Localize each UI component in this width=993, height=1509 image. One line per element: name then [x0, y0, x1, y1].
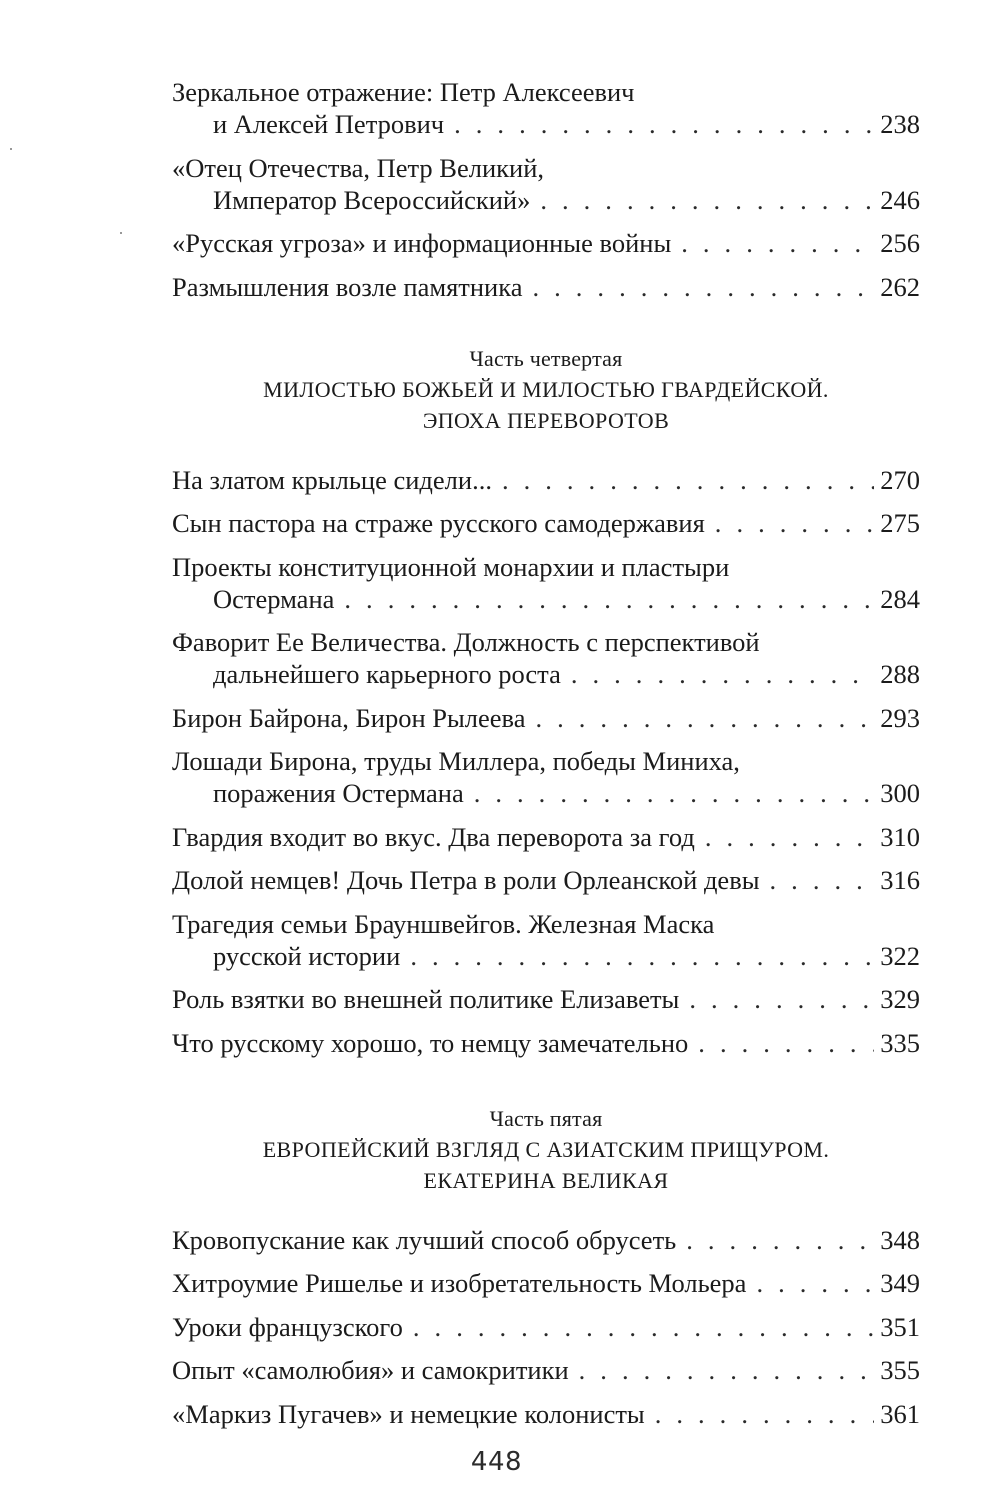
toc-page-number: 284 [880, 583, 920, 614]
toc-entry-title-line: На златом крыльце сидели... [172, 464, 492, 495]
toc-entry [172, 1311, 920, 1343]
scan-speck [120, 232, 122, 234]
toc-page-number: 310 [880, 821, 920, 852]
dot-leader [681, 227, 874, 259]
dot-leader [579, 1354, 875, 1386]
dot-leader [756, 1267, 874, 1299]
toc-entry-title-line: Остермана [213, 583, 335, 614]
part-heading [172, 1103, 920, 1196]
toc-page-number: 335 [880, 1027, 920, 1058]
toc-entry-title-line: Хитроумие Ришелье и изобретательность Мольера [172, 1268, 747, 1298]
toc-entry-title-line: «Отец Отечества, Петр Великий, [172, 152, 545, 183]
toc-entry-title-line: и Алексей Петрович [213, 109, 445, 139]
toc-entry-title-line: Размышления возле памятника [172, 271, 523, 302]
toc-entry [172, 702, 920, 734]
dot-leader [410, 940, 874, 972]
toc-entry-title-line: Кровопускание как лучший способ обрусеть [172, 1224, 677, 1255]
part-title: ЕВРОПЕЙСКИЙ ВЗГЛЯД С АЗИАТСКИМ ПРИЩУРОМ. [262, 1136, 830, 1162]
toc-entry-title-line: русской истории [213, 940, 401, 971]
toc-entry-title-line: Фаворит Ее Величества. Должность с перспективой [172, 627, 760, 657]
toc-entry [172, 1354, 920, 1386]
toc-entry-title-line: поражения Остермана [213, 778, 464, 808]
toc-entry [172, 1027, 920, 1059]
toc-entry-title-line: Зеркальное отражение: Петр Алексеевич [172, 77, 635, 107]
toc-entry-title-line: Гвардия входит во вкус. Два переворота за год [172, 821, 695, 852]
toc-entry-title-line: Что русскому хорошо, то немцу замечательно [172, 1027, 689, 1058]
toc-page-number: 275 [880, 508, 920, 538]
toc-entry [172, 507, 920, 539]
toc-entry-title-line: «Русская угроза» и информационные войны [172, 228, 672, 258]
toc-entry-title-line: Долой немцев! Дочь Петра в роли Орлеанской девы [172, 865, 760, 895]
toc-entry-title-line: Бирон Байрона, Бирон Рылеева [172, 702, 526, 733]
dot-leader [540, 184, 874, 216]
scan-speck [10, 148, 12, 150]
toc-entry [172, 1398, 920, 1430]
toc-page-number: 238 [880, 109, 920, 139]
dot-leader [698, 1027, 874, 1059]
part-caption: Часть четвертая [469, 345, 623, 371]
dot-leader [474, 777, 875, 809]
toc-entry [172, 1224, 920, 1256]
toc-page-number: 351 [880, 1311, 920, 1342]
toc-page-number: 256 [880, 228, 920, 258]
toc-page-number: 322 [880, 940, 920, 971]
toc-page-number: 300 [880, 778, 920, 808]
toc-page-number: 293 [880, 702, 920, 733]
toc-list-part5 [172, 1224, 920, 1430]
toc-page-number: 348 [880, 1224, 920, 1255]
toc-entry-title-line: Трагедия семьи Брауншвейгов. Железная Маска [172, 908, 715, 939]
toc-page-number: 349 [880, 1268, 920, 1298]
toc-entry-title-line: Император Всероссийский» [213, 184, 531, 215]
toc-page-number: 288 [880, 659, 920, 689]
dot-leader [413, 1311, 874, 1343]
table-of-contents [172, 76, 920, 1441]
toc-entry [172, 745, 920, 809]
dot-leader [715, 507, 874, 539]
toc-entry-title-line: Сын пастора на страже русского самодержавия [172, 508, 705, 538]
toc-list-part4 [172, 464, 920, 1059]
toc-page-number: 361 [880, 1398, 920, 1429]
toc-entry [172, 864, 920, 896]
toc-entry [172, 626, 920, 690]
dot-leader [344, 583, 874, 615]
toc-entry [172, 271, 920, 303]
toc-list-top [172, 76, 920, 303]
toc-page-number: 262 [880, 271, 920, 302]
toc-entry-title-line: Роль взятки во внешней политике Елизаветы [172, 984, 680, 1014]
dot-leader [655, 1398, 875, 1430]
toc-page-number: 246 [880, 184, 920, 215]
part-subtitle: ЕКАТЕРИНА ВЕЛИКАЯ [423, 1167, 669, 1193]
toc-entry [172, 76, 920, 140]
toc-entry [172, 1267, 920, 1299]
dot-leader [686, 1224, 874, 1256]
dot-leader [770, 864, 875, 896]
dot-leader [535, 702, 874, 734]
toc-entry [172, 152, 920, 216]
toc-entry [172, 821, 920, 853]
part-title: МИЛОСТЬЮ БОЖЬЕЙ И МИЛОСТЬЮ ГВАРДЕЙСКОЙ. [263, 376, 829, 402]
toc-page-number: 270 [880, 464, 920, 495]
toc-entry-title-line: «Маркиз Пугачев» и немецкие колонисты [172, 1398, 645, 1429]
toc-entry-title-line: дальнейшего карьерного роста [213, 659, 561, 689]
toc-entry-title-line: Опыт «самолюбия» и самокритики [172, 1355, 569, 1385]
toc-entry-title-line: Уроки французского [172, 1311, 403, 1342]
page-number: 448 [470, 1447, 523, 1477]
toc-page-number: 355 [880, 1355, 920, 1385]
toc-entry [172, 908, 920, 972]
toc-entry-title-line: Проекты конституционной монархии и пластыри [172, 551, 730, 582]
dot-leader [502, 464, 874, 496]
toc-page-number: 316 [880, 865, 920, 895]
toc-entry [172, 227, 920, 259]
toc-page-number: 329 [880, 984, 920, 1014]
toc-entry [172, 464, 920, 496]
part-subtitle: ЭПОХА ПЕРЕВОРОТОВ [422, 407, 670, 433]
toc-entry [172, 551, 920, 615]
toc-entry-title-line: Лошади Бирона, труды Миллера, победы Миниха, [172, 746, 740, 776]
dot-leader [571, 658, 874, 690]
dot-leader [532, 271, 874, 303]
toc-entry [172, 983, 920, 1015]
dot-leader [454, 108, 874, 140]
dot-leader [705, 821, 874, 853]
dot-leader [689, 983, 874, 1015]
part-heading [172, 343, 920, 436]
part-caption: Часть пятая [489, 1105, 603, 1131]
